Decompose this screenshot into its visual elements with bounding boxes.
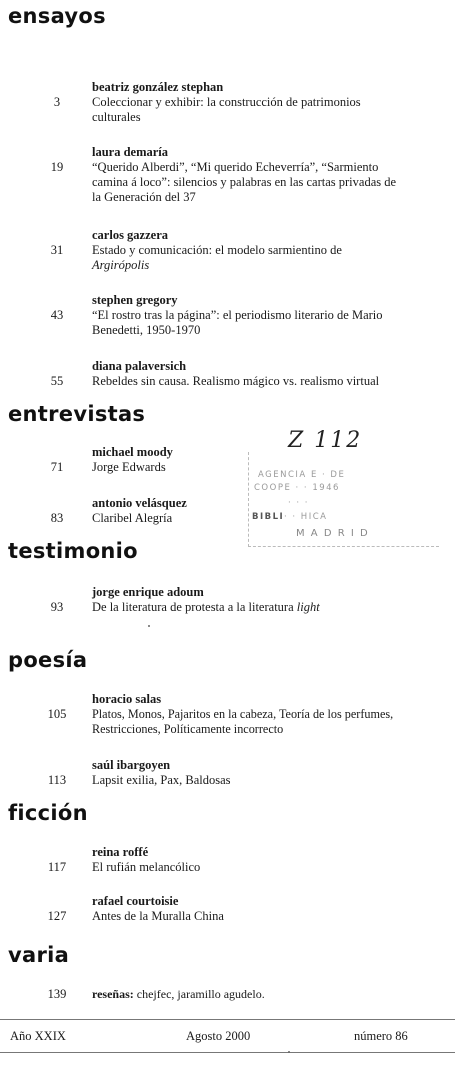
entry-page-number: 43 xyxy=(50,308,64,322)
entry-title: Lapsit exilia, Pax, Baldosas xyxy=(92,773,231,787)
entry-title: Rebeldes sin causa. Realismo mágico vs. realismo virtual xyxy=(92,374,380,388)
entry-page-number: 139 xyxy=(47,987,67,1001)
footer-rule-top xyxy=(0,1019,455,1020)
library-stamp: Z 112 AGENCIA E · DE COOPE · · 1946 · · · BIBLI · · HICA M A D R I D xyxy=(248,428,440,552)
entry-page-number: 105 xyxy=(47,707,67,721)
entry-author: diana palaversich xyxy=(92,359,187,373)
entry-page-number: 71 xyxy=(50,460,64,474)
footer-date: Agosto 2000 xyxy=(186,1029,251,1043)
entry-title: Jorge Edwards xyxy=(92,460,166,474)
section-heading-entrevistas: entrevistas xyxy=(8,402,146,426)
entry-author: rafael courtoisie xyxy=(92,894,179,908)
entry-page-number: 31 xyxy=(50,243,64,257)
entry-author: stephen gregory xyxy=(92,293,178,307)
entry-page-number: 19 xyxy=(50,160,64,174)
entry-page-number: 117 xyxy=(47,860,67,874)
section-heading-varia: varia xyxy=(8,943,70,967)
entry-page-number: 83 xyxy=(50,511,64,525)
footer-year: Año XXIX xyxy=(10,1029,66,1043)
entry-page-number: 55 xyxy=(50,374,64,388)
entry-author: laura demaría xyxy=(92,145,169,159)
entry-title: Coleccionar y exhibir: la construcción de patrimonios culturales xyxy=(92,95,361,124)
entry-title: Antes de la Muralla China xyxy=(92,909,224,923)
entry-author: antonio velásquez xyxy=(92,496,187,510)
entry-title: De la literatura de protesta a la literatura light xyxy=(92,600,320,614)
entry-page-number: 93 xyxy=(50,600,64,614)
entry-author: michael moody xyxy=(92,445,173,459)
section-heading-ficcion: ficción xyxy=(8,801,88,825)
entry-page-number: 3 xyxy=(53,95,61,109)
footer-issue: número 86 xyxy=(354,1029,408,1043)
handwritten-shelfmark: Z 112 xyxy=(288,428,363,453)
entry-title: reseñas: chejfec, jaramillo agudelo. xyxy=(92,987,265,1001)
scan-speck xyxy=(288,1051,290,1053)
section-heading-testimonio: testimonio xyxy=(8,539,138,563)
entry-author: beatriz gonzález stephan xyxy=(92,80,224,94)
section-heading-poesia: poesía xyxy=(8,648,88,672)
entry-title: El rufián melancólico xyxy=(92,860,201,874)
entry-author: horacio salas xyxy=(92,692,162,706)
entry-title: Claribel Alegría xyxy=(92,511,173,525)
entry-author: carlos gazzera xyxy=(92,228,169,242)
entry-title: Estado y comunicación: el modelo sarmientino de Argirópolis xyxy=(92,243,342,272)
entry-title: “El rostro tras la página”: el periodismo literario de Mario Benedetti, 1950-1970 xyxy=(92,308,383,337)
entry-title: Platos, Monos, Pajaritos en la cabeza, Teoría de los perfumes, Restricciones, Políticamente incorrecto xyxy=(92,707,394,736)
entry-author: jorge enrique adoum xyxy=(92,585,204,599)
entry-title: “Querido Alberdi”, “Mi querido Echeverría”, “Sarmiento camina á loco”: silencios y palabras en las cartas privadas de la Generación del 37 xyxy=(92,160,397,204)
footer-rule-bottom xyxy=(0,1052,455,1053)
entry-author: reina roffé xyxy=(92,845,149,859)
entry-author: saúl ibargoyen xyxy=(92,758,171,772)
section-heading-ensayos: ensayos xyxy=(8,4,106,28)
entry-page-number: 113 xyxy=(47,773,67,787)
scan-speck xyxy=(148,625,150,627)
entry-page-number: 127 xyxy=(47,909,67,923)
